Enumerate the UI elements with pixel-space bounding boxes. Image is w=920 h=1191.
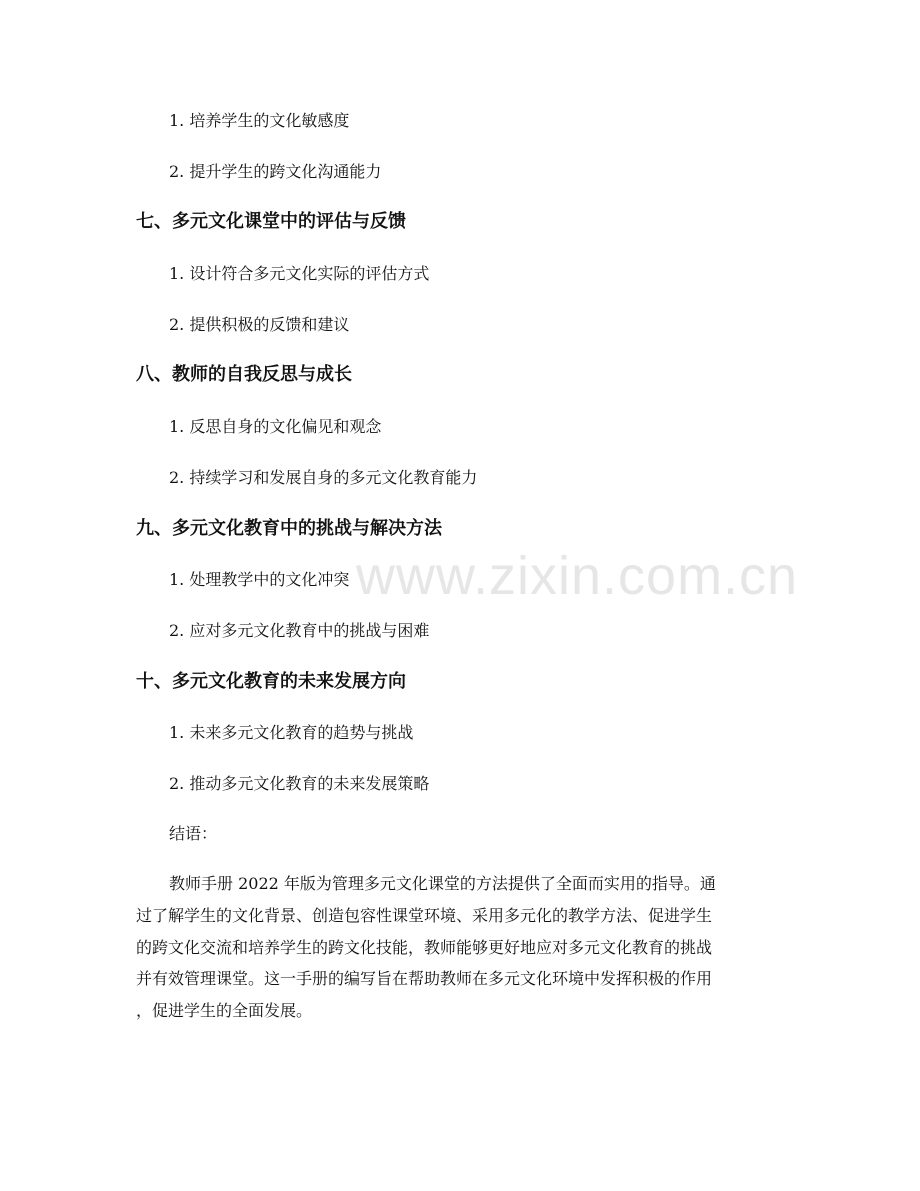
list-item: 2. 推动多元文化教育的未来发展策略 (169, 774, 430, 793)
section-heading-7: 七、多元文化课堂中的评估与反馈 (136, 211, 406, 232)
list-item: 1. 处理教学中的文化冲突 (169, 570, 350, 589)
list-item: 2. 应对多元文化教育中的挑战与困难 (169, 621, 430, 640)
list-item: 2. 提供积极的反馈和建议 (169, 315, 350, 334)
list-item: 2. 提升学生的跨文化沟通能力 (169, 162, 382, 181)
conclusion-text-line: 的跨文化交流和培养学生的跨文化技能，教师能够更好地应对多元文化教育的挑战 (136, 938, 713, 957)
list-item: 1. 培养学生的文化敏感度 (169, 111, 350, 130)
section-heading-10: 十、多元文化教育的未来发展方向 (136, 671, 406, 692)
conclusion-text-line: 教师手册 2022 年版为管理多元文化课堂的方法提供了全面而实用的指导。通 (169, 874, 716, 893)
watermark: www.zixin.com.cn (356, 546, 799, 606)
section-heading-8: 八、教师的自我反思与成长 (136, 364, 352, 385)
conclusion-text-line: 过了解学生的文化背景、创造包容性课堂环境、采用多元化的教学方法、促进学生 (136, 906, 713, 925)
conclusion-text-line: ，促进学生的全面发展。 (136, 1001, 313, 1020)
conclusion-label: 结语： (169, 824, 218, 843)
conclusion-text-line: 并有效管理课堂。这一手册的编写旨在帮助教师在多元文化环境中发挥积极的作用 (136, 969, 713, 988)
list-item: 1. 反思自身的文化偏见和观念 (169, 417, 382, 436)
list-item: 2. 持续学习和发展自身的多元文化教育能力 (169, 468, 478, 487)
list-item: 1. 设计符合多元文化实际的评估方式 (169, 264, 430, 283)
section-heading-9: 九、多元文化教育中的挑战与解决方法 (136, 518, 442, 539)
list-item: 1. 未来多元文化教育的趋势与挑战 (169, 723, 414, 742)
